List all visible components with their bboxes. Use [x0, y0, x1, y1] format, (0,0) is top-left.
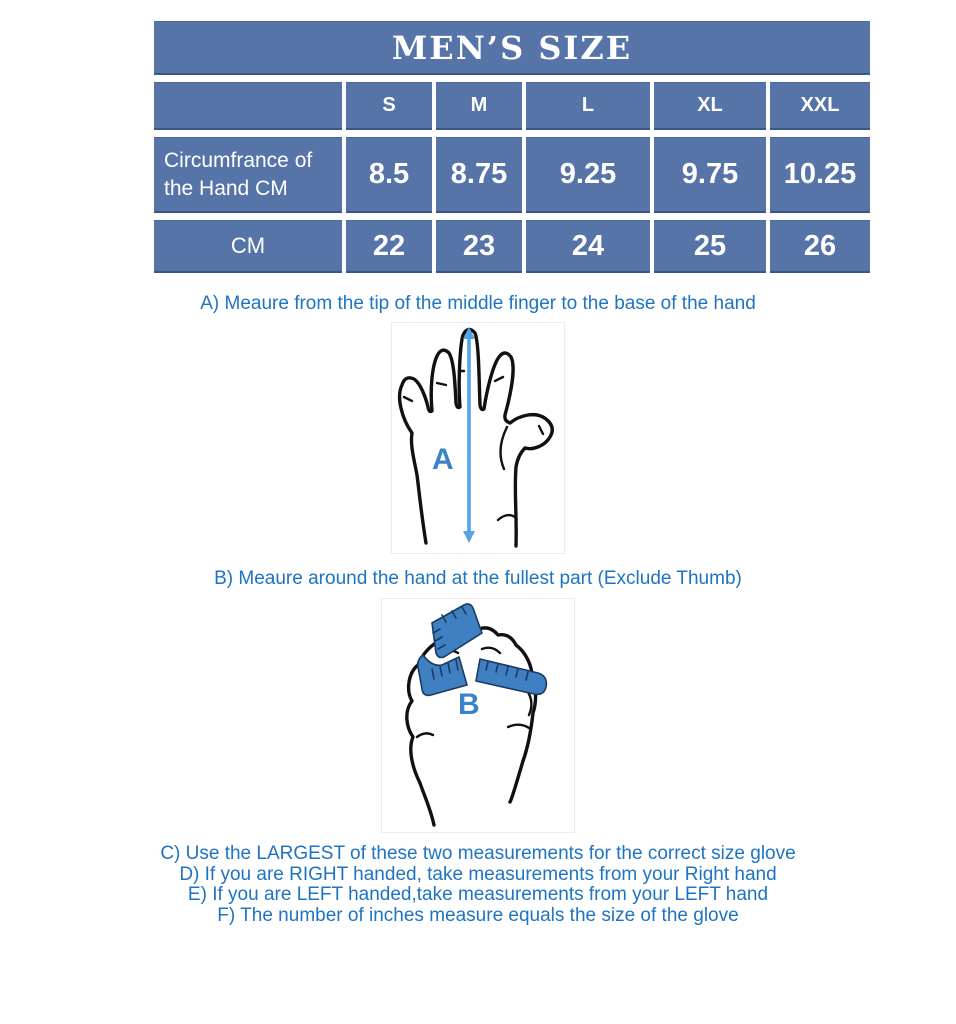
instruction-a: A) Meaure from the tip of the middle finger to the base of the hand	[200, 293, 756, 314]
header-cell-empty	[154, 82, 342, 130]
cm-row	[154, 220, 870, 273]
table-title-row	[154, 21, 870, 75]
fist-label: B	[458, 688, 480, 721]
instruction-d: D) If you are RIGHT handed, take measurements from your Right hand	[179, 863, 777, 885]
header-cell-s: S	[346, 82, 432, 130]
cm-xxl: 26	[770, 220, 870, 273]
fist-icon	[382, 599, 574, 832]
cm-m: 23	[436, 220, 522, 273]
circumference-m: 8.75	[436, 137, 522, 213]
open-hand-icon	[392, 323, 564, 553]
circumference-row	[154, 137, 870, 213]
circumference-s: 8.5	[346, 137, 432, 213]
circumference-xxl: 10.25	[770, 137, 870, 213]
circumference-xl: 9.75	[654, 137, 766, 213]
table-title: MEN’S SIZE	[154, 21, 870, 75]
instruction-c: C) Use the LARGEST of these two measurements for the correct size glove	[160, 843, 796, 864]
instruction-e: E) If you are LEFT handed,take measurements from your LEFT hand	[187, 884, 769, 905]
cm-l: 24	[526, 220, 650, 273]
row-label-circumference: Circumfrance of the Hand CM	[154, 137, 342, 213]
fist-illustration	[381, 598, 575, 833]
tape-upper-ribbon	[432, 604, 482, 658]
header-cell-l: L	[526, 82, 650, 130]
palm-outline	[400, 329, 553, 546]
mens-size-table	[150, 14, 874, 280]
circumference-l: 9.25	[526, 137, 650, 213]
palm-label: A	[432, 443, 454, 476]
measurement-arrow-icon	[463, 327, 475, 543]
header-cell-xl: XL	[654, 82, 766, 130]
size-header-row	[154, 82, 870, 130]
cm-s: 22	[346, 220, 432, 273]
palm-illustration	[391, 322, 565, 554]
instructions-footer	[0, 844, 956, 926]
header-cell-m: M	[436, 82, 522, 130]
instruction-b: B) Meaure around the hand at the fullest part (Exclude Thumb)	[214, 568, 742, 589]
tape-right-band	[476, 659, 546, 694]
instruction-f: F) The number of inches measure equals the size of the glove	[217, 904, 739, 926]
header-cell-xxl: XXL	[770, 82, 870, 130]
cm-xl: 25	[654, 220, 766, 273]
row-label-cm: CM	[154, 220, 342, 273]
